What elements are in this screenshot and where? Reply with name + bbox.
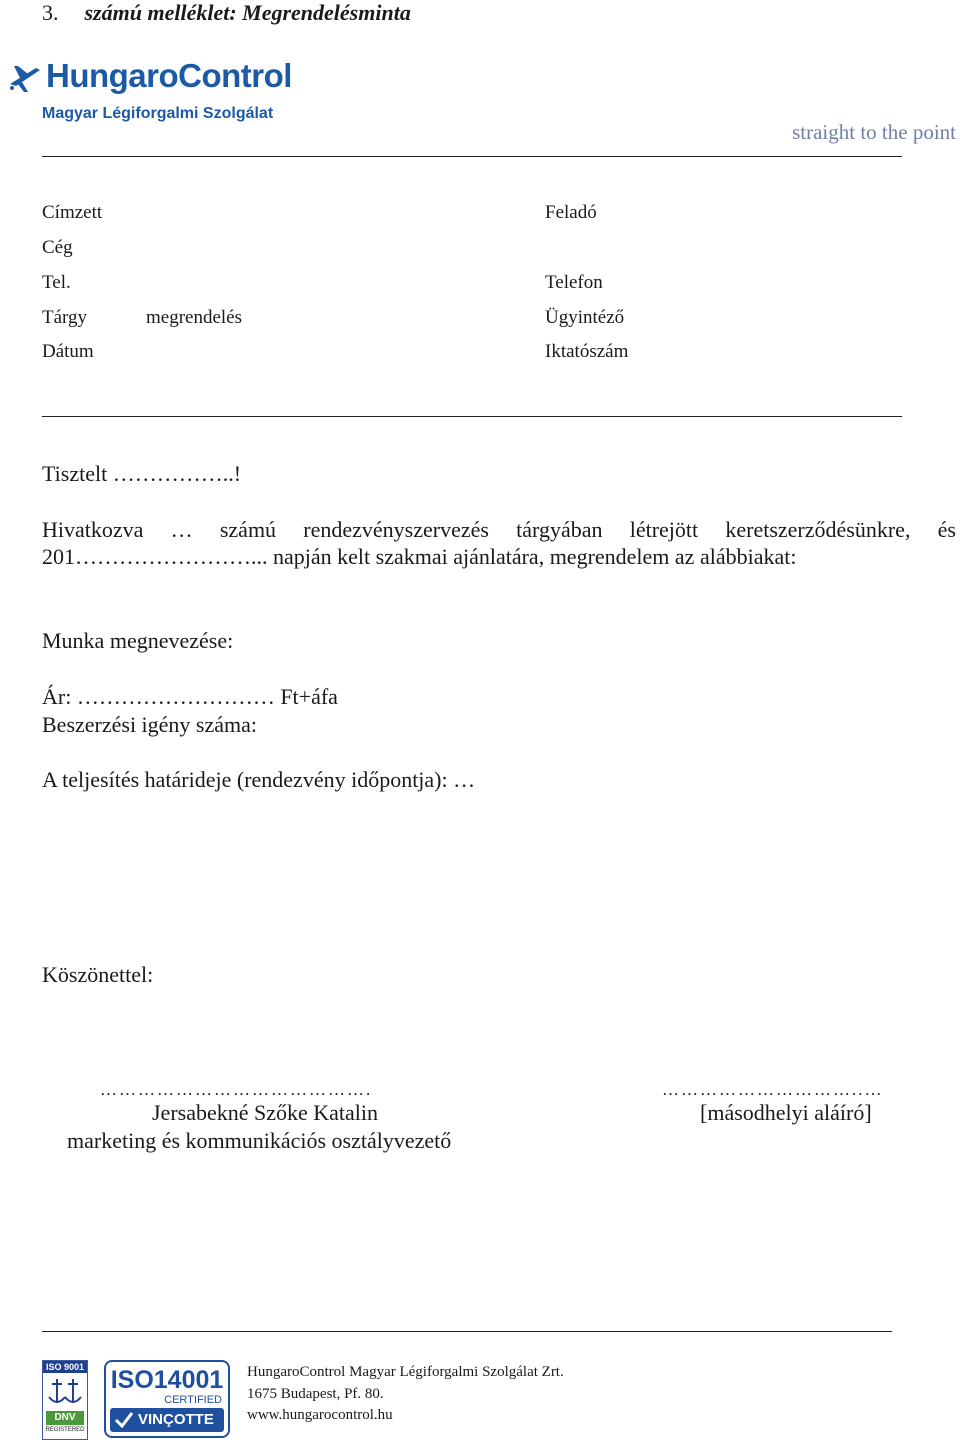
certified-label: CERTIFIED (164, 1394, 222, 1406)
procurement-number-label: Beszerzési igény száma: (42, 712, 258, 737)
field-label-targy: Tárgy (42, 307, 88, 328)
field-label-cimzett: Címzett (42, 202, 103, 223)
field-label-datum: Dátum (42, 341, 94, 362)
registered-label: REGISTERED (45, 1427, 85, 1433)
iso9001-dnv-badge (42, 1360, 88, 1440)
field-value-targy: megrendelés (146, 307, 243, 328)
dnv-label: DNV (46, 1411, 84, 1425)
iso9001-label: ISO 9001 (43, 1361, 87, 1373)
slogan: straight to the point (792, 120, 956, 144)
brand-subtitle: Magyar Légiforgalmi Szolgálat (42, 105, 274, 122)
fields-divider (42, 416, 902, 417)
field-label-ceg: Cég (42, 237, 73, 258)
airplane-logo-icon (6, 58, 46, 98)
iso14001-badge (104, 1360, 230, 1438)
brand-name: HungaroControl (46, 57, 292, 94)
field-label-tel: Tel. (42, 272, 71, 293)
checkmark-icon (114, 1410, 134, 1430)
left-signature-line: ……………………………………. (100, 1080, 373, 1099)
iso14001-label: ISO14001 (110, 1366, 224, 1394)
right-signature-line: …………………………..… (662, 1080, 884, 1099)
anchor-icon (43, 1373, 87, 1411)
field-label-felado: Feladó (545, 202, 597, 223)
closing: Köszönettel: (42, 962, 154, 987)
deadline-line: A teljesítés határideje (rendezvény időpontja): … (42, 767, 476, 792)
footer-divider (42, 1331, 892, 1332)
left-signer-title: marketing és kommunikációs osztályvezető (67, 1128, 452, 1153)
header-divider (42, 156, 902, 157)
paragraph-line-1: Hivatkozva … számú rendezvényszervezés tárgyában létrejött keretszerződésünkre, és (42, 517, 956, 542)
vincotte-bar (110, 1408, 224, 1432)
price-line: Ár: ……………………… Ft+áfa (42, 684, 338, 709)
munka-label: Munka megnevezése: (42, 628, 234, 653)
hungarocontrol-logo (6, 58, 306, 128)
field-label-telefon: Telefon (545, 272, 603, 293)
footer-website[interactable]: www.hungarocontrol.hu (247, 1407, 393, 1423)
field-label-ugyintezo: Ügyintéző (545, 307, 625, 328)
paragraph-line-2: 201……………………... napján kelt szakmai ajánlatára, megrendelem az alábbiakat: (42, 544, 797, 569)
footer-company: HungaroControl Magyar Légiforgalmi Szolgálat Zrt. (247, 1364, 564, 1380)
footer-address: 1675 Budapest, Pf. 80. (247, 1386, 384, 1402)
appendix-title: számú melléklet: Megrendelésminta (84, 0, 411, 25)
left-signer-name: Jersabekné Szőke Katalin (152, 1100, 379, 1125)
greeting: Tisztelt ……………..! (42, 461, 242, 486)
field-label-iktatoszam: Iktatószám (545, 341, 629, 362)
appendix-number: 3. (42, 0, 59, 25)
vincotte-label: VINÇOTTE (138, 1411, 214, 1428)
page-header (42, 0, 411, 26)
right-signer-name: [másodhelyi aláíró] (700, 1100, 872, 1125)
